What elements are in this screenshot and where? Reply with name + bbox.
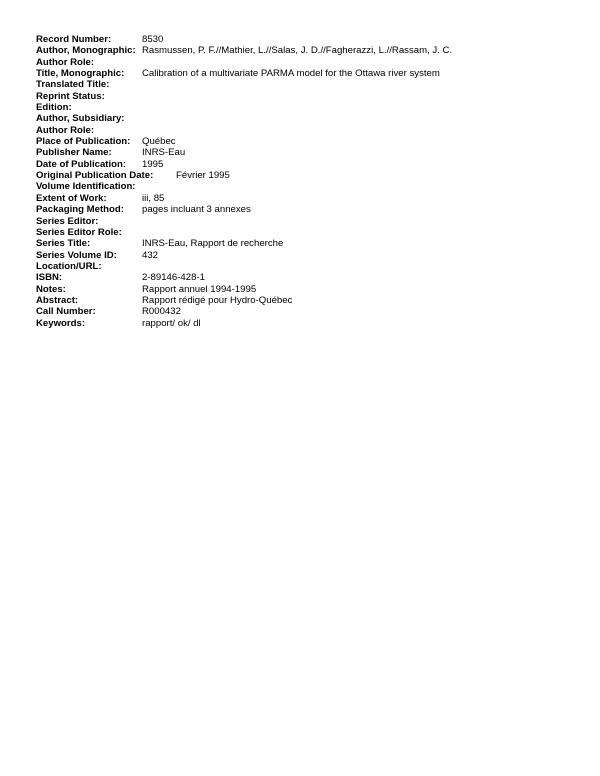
field-label: Location/URL:: [36, 260, 102, 272]
field-label: Place of Publication:: [36, 136, 131, 148]
field-label: Series Title:: [36, 238, 91, 250]
field-series-editor: [36, 216, 576, 227]
field-label: Series Volume ID:: [36, 249, 117, 261]
field-label: Edition:: [36, 102, 72, 114]
field-edition: [36, 102, 576, 113]
field-value: 432: [142, 249, 159, 261]
field-label: Record Number:: [36, 34, 112, 45]
field-extent-of-work: [36, 193, 576, 204]
field-abstract: [36, 295, 576, 306]
field-author-role: [36, 57, 576, 68]
field-call-number: [36, 306, 576, 317]
field-label: Title, Monographic:: [36, 68, 125, 80]
field-label: ISBN:: [36, 272, 63, 284]
field-value: Rasmussen, P. F.//Mathier, L.//Salas, J. D.//Fagherazzi, L.//Rassam, J. C.: [142, 45, 453, 57]
field-value: 1995: [142, 158, 164, 170]
field-author-monographic: [36, 45, 576, 56]
field-label: Reprint Status:: [36, 90, 105, 102]
field-label: Author, Monographic:: [36, 45, 136, 57]
field-isbn: [36, 272, 576, 283]
field-value: INRS-Eau, Rapport de recherche: [142, 238, 284, 250]
field-value: INRS-Eau: [142, 147, 186, 159]
field-publisher-name: [36, 147, 576, 158]
field-label: Series Editor:: [36, 215, 99, 227]
field-value: Calibration of a multivariate PARMA model for the Ottawa river system: [142, 68, 440, 80]
field-label: Call Number:: [36, 306, 96, 318]
field-value: 8530: [142, 34, 164, 45]
field-label: Original Publication Date:: [36, 170, 154, 182]
field-value: R000432: [142, 306, 181, 318]
field-keywords: [36, 318, 576, 329]
field-author-subsidiary: [36, 113, 576, 124]
field-value: Février 1995: [176, 170, 230, 182]
field-title-monographic: [36, 68, 576, 79]
field-label: Series Editor Role:: [36, 226, 122, 238]
field-place-of-publication: [36, 136, 576, 147]
field-label: Author Role:: [36, 56, 95, 68]
field-label: Volume Identification:: [36, 181, 136, 193]
field-series-volume-id: [36, 250, 576, 261]
field-label: Abstract:: [36, 294, 79, 306]
field-label: Extent of Work:: [36, 192, 107, 204]
field-series-editor-role: [36, 227, 576, 238]
field-value: 2-89146-428-1: [142, 272, 205, 284]
field-value: Québec: [142, 136, 176, 148]
field-label: Author, Subsidiary:: [36, 113, 125, 125]
field-label: Date of Publication:: [36, 158, 127, 170]
field-original-publication-date: [36, 170, 576, 181]
field-volume-identification: [36, 181, 576, 192]
field-label: Keywords:: [36, 317, 86, 329]
bibliographic-record: [36, 34, 576, 329]
field-label: Packaging Method:: [36, 204, 124, 216]
field-value: rapport/ ok/ dl: [142, 317, 201, 329]
field-value: Rapport annuel 1994-1995: [142, 283, 257, 295]
field-translated-title: [36, 79, 576, 90]
field-label: Author Role:: [36, 124, 95, 136]
field-record-number: [36, 34, 576, 45]
field-value: Rapport rédigé pour Hydro-Québec: [142, 294, 293, 306]
field-subsidiary-author-role: [36, 125, 576, 136]
field-label: Translated Title:: [36, 79, 110, 91]
field-packaging-method: [36, 204, 576, 215]
field-reprint-status: [36, 91, 576, 102]
field-value: iii, 85: [142, 192, 165, 204]
field-notes: [36, 284, 576, 295]
field-value: pages incluant 3 annexes: [142, 204, 251, 216]
field-location-url: [36, 261, 576, 272]
field-label: Notes:: [36, 283, 66, 295]
field-label: Publisher Name:: [36, 147, 112, 159]
field-series-title: [36, 238, 576, 249]
field-date-of-publication: [36, 159, 576, 170]
